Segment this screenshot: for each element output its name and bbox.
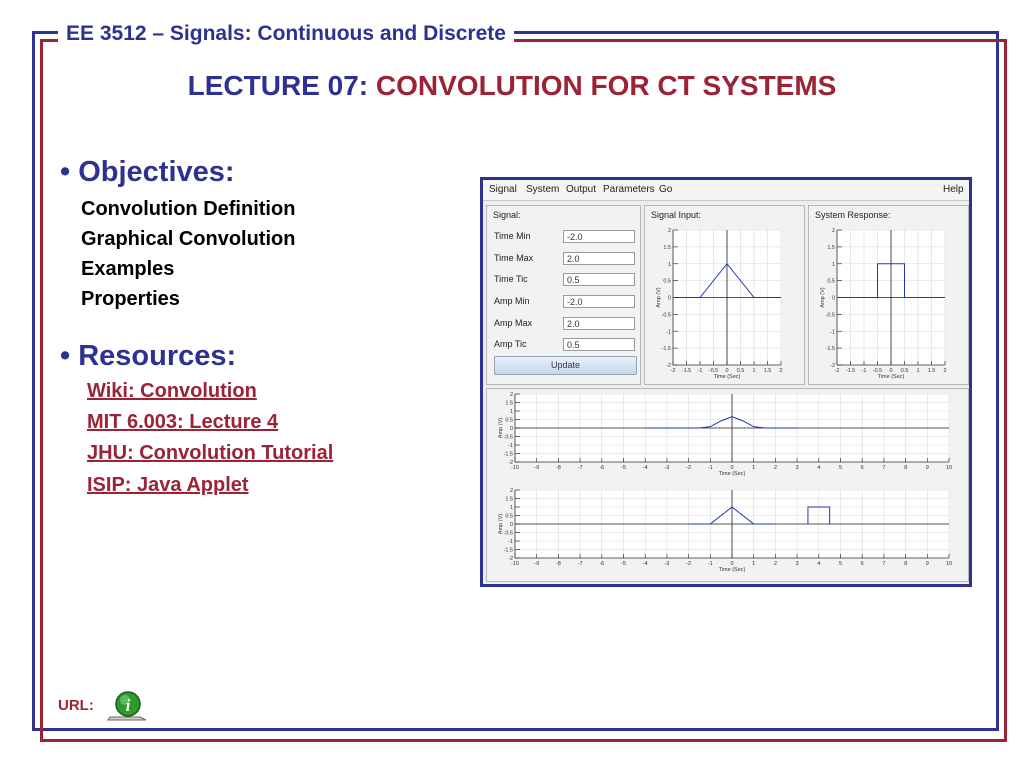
y-tick-label: -0.5 [503, 530, 513, 537]
objective-item: Properties [81, 288, 180, 310]
x-tick-label: 0 [725, 368, 729, 374]
convolution-applet [480, 177, 972, 587]
y-tick-label: 1.5 [663, 244, 671, 251]
amp-tic-input[interactable] [563, 338, 635, 351]
y-tick-label: -1 [830, 329, 835, 336]
x-tick-label: 7 [882, 465, 886, 471]
x-tick-label: 4 [817, 465, 821, 471]
x-tick-label: 7 [882, 561, 886, 567]
url-label: URL: [58, 697, 94, 714]
objective-item: Convolution Definition [81, 198, 296, 220]
signal-input-plot [645, 222, 804, 382]
y-tick-label: 1.5 [827, 244, 835, 251]
y-tick-label: 0 [667, 295, 671, 302]
x-tick-label: -10 [511, 561, 519, 567]
y-tick-label: 0 [509, 522, 513, 528]
y-tick-label: -1 [508, 443, 513, 449]
x-tick-label: -0.5 [708, 368, 719, 374]
x-tick-label: 2 [773, 561, 777, 567]
svg-text:i: i [125, 696, 131, 715]
x-tick-label: -3 [664, 465, 670, 471]
x-tick-label: -0.5 [872, 368, 883, 374]
x-tick-label: 2 [773, 465, 777, 471]
x-tick-label: -10 [511, 465, 519, 471]
x-tick-label: 6 [860, 561, 864, 567]
x-tick-label: 1 [752, 368, 756, 374]
y-tick-label: -0.5 [503, 434, 513, 441]
menu-help[interactable]: Help [943, 184, 964, 195]
convolution-output-plot [487, 390, 968, 484]
y-tick-label: 2 [831, 228, 835, 234]
x-tick-label: 1.5 [763, 368, 772, 374]
x-tick-label: 1.5 [927, 368, 936, 374]
amp-min-input[interactable] [563, 295, 635, 308]
objective-item: Graphical Convolution [81, 228, 296, 250]
x-tick-label: -1 [861, 368, 867, 374]
resources-heading [60, 340, 236, 373]
lecture-title [0, 70, 1024, 102]
y-axis-label: Amp (V) [656, 287, 662, 308]
x-tick-label: -6 [599, 561, 605, 567]
x-tick-label: -5 [621, 465, 626, 471]
x-tick-label: 5 [838, 465, 843, 471]
y-tick-label: -2 [508, 460, 513, 466]
x-tick-label: -4 [642, 561, 648, 567]
objectives-heading [60, 156, 235, 189]
signal-input-panel [644, 205, 805, 385]
x-axis-label: Time (Sec) [713, 374, 741, 380]
bullet: • [60, 156, 71, 188]
y-tick-label: 2 [509, 488, 513, 494]
x-tick-label: -8 [555, 561, 561, 567]
y-tick-label: 1 [667, 261, 671, 268]
lecture-prefix: LECTURE 07: [187, 70, 376, 101]
y-tick-label: -2 [666, 363, 671, 369]
y-tick-label: -1.5 [825, 346, 835, 353]
system-response-title: System Response: [815, 210, 891, 220]
signal-parameters-panel [486, 205, 641, 385]
amp-max-input[interactable] [563, 317, 635, 330]
y-tick-label: -0.5 [825, 312, 835, 319]
objective-item: Examples [81, 258, 175, 280]
lecture-topic: CONVOLUTION FOR CT SYSTEMS [375, 70, 837, 101]
y-tick-label: 0.5 [505, 417, 513, 424]
system-response-plot [809, 222, 968, 382]
x-tick-label: 0.5 [900, 368, 909, 374]
x-tick-label: -7 [577, 561, 583, 567]
amp-max-label: Amp Max [494, 318, 533, 328]
x-tick-label: 6 [860, 465, 864, 471]
menu-signal[interactable]: Signal [489, 184, 517, 195]
y-tick-label: 1.5 [505, 496, 513, 503]
x-tick-label: 1 [752, 561, 756, 567]
x-tick-label: 1 [752, 465, 756, 471]
update-button[interactable]: Update [494, 356, 637, 375]
y-tick-label: -1.5 [661, 346, 671, 353]
x-tick-label: -1.5 [845, 368, 856, 374]
convolution-overlap-plot [487, 486, 968, 580]
system-response-panel [808, 205, 969, 385]
time-tic-input[interactable] [563, 273, 635, 286]
x-tick-label: 8 [904, 561, 908, 567]
y-axis-label: Amp (V) [498, 513, 504, 535]
x-tick-label: -1 [697, 368, 703, 374]
link-isip-applet[interactable]: ISIP: Java Applet [87, 474, 249, 496]
y-tick-label: -2 [508, 556, 513, 562]
x-tick-label: 8 [904, 465, 908, 471]
x-tick-label: -4 [642, 465, 648, 471]
x-tick-label: 0.5 [736, 368, 745, 374]
y-tick-label: -0.5 [661, 312, 671, 319]
y-tick-label: -1.5 [503, 547, 513, 554]
x-tick-label: -3 [664, 561, 670, 567]
x-tick-label: -2 [686, 561, 692, 567]
y-tick-label: 2 [667, 228, 671, 234]
x-tick-label: -2 [686, 465, 692, 471]
x-tick-label: -8 [555, 465, 561, 471]
x-tick-label: 9 [925, 561, 929, 567]
y-axis-label: Amp (V) [820, 287, 826, 308]
x-tick-label: -1 [707, 465, 713, 471]
signal-input-title: Signal Input: [651, 210, 702, 220]
x-tick-label: -7 [577, 465, 583, 471]
signal-panel-title: Signal: [493, 210, 521, 220]
resources-label: Resources: [78, 340, 237, 372]
menu-output[interactable]: Output [566, 184, 597, 195]
y-tick-label: 1 [509, 505, 513, 511]
x-axis-label: Time (Sec) [877, 374, 905, 380]
x-tick-label: 10 [945, 465, 953, 471]
y-tick-label: -1 [508, 539, 513, 545]
link-jhu-tutorial[interactable]: JHU: Convolution Tutorial [87, 442, 334, 464]
x-tick-label: -2 [670, 368, 676, 374]
menu-parameters[interactable]: Parameters [603, 184, 655, 195]
y-axis-label: Amp (V) [498, 417, 504, 439]
x-axis-label: Time (Sec) [718, 471, 746, 477]
x-tick-label: 10 [945, 561, 953, 567]
x-tick-label: 9 [925, 465, 929, 471]
menu-go[interactable]: Go [659, 184, 673, 195]
x-tick-label: -9 [534, 465, 540, 471]
time-min-label: Time Min [494, 231, 531, 241]
y-tick-label: -1.5 [503, 451, 513, 458]
y-tick-label: 0 [509, 426, 513, 432]
link-mit-lecture[interactable]: MIT 6.003: Lecture 4 [87, 411, 279, 433]
y-tick-label: 1 [831, 261, 835, 268]
time-tic-label: Time Tic [494, 274, 528, 284]
y-tick-label: 0 [831, 295, 835, 302]
amp-tic-label: Amp Tic [494, 339, 527, 349]
x-tick-label: -1 [707, 561, 713, 567]
applet-menubar [483, 180, 969, 201]
time-max-label: Time Max [494, 253, 534, 263]
menu-system[interactable]: System [526, 184, 560, 195]
x-tick-label: 2 [779, 368, 783, 374]
x-axis-label: Time (Sec) [718, 567, 746, 573]
y-tick-label: 0.5 [663, 278, 671, 285]
x-tick-label: -2 [834, 368, 840, 374]
x-tick-label: 3 [795, 465, 799, 471]
y-tick-label: -2 [830, 363, 835, 369]
x-tick-label: 3 [795, 561, 799, 567]
y-tick-label: -1 [666, 329, 671, 336]
x-tick-label: -1.5 [681, 368, 692, 374]
x-tick-label: -6 [599, 465, 605, 471]
link-wiki-convolution[interactable]: Wiki: Convolution [87, 380, 257, 402]
x-tick-label: 4 [817, 561, 821, 567]
output-panel [486, 388, 969, 582]
x-tick-label: 0 [889, 368, 893, 374]
x-tick-label: -9 [534, 561, 540, 567]
y-tick-label: 2 [509, 392, 513, 398]
x-tick-label: 5 [838, 561, 843, 567]
course-title: EE 3512 – Signals: Continuous and Discrete [58, 22, 514, 46]
x-tick-label: 0 [730, 561, 734, 567]
amp-min-label: Amp Min [494, 296, 530, 306]
bullet: • [60, 340, 71, 372]
x-tick-label: -5 [621, 561, 626, 567]
objectives-label: Objectives: [78, 156, 235, 188]
y-tick-label: 0.5 [505, 513, 513, 520]
x-tick-label: 1 [916, 368, 920, 374]
time-min-input[interactable] [563, 230, 635, 243]
x-tick-label: 0 [730, 465, 734, 471]
time-max-input[interactable] [563, 252, 635, 265]
x-tick-label: 2 [943, 368, 947, 374]
y-tick-label: 1 [509, 409, 513, 415]
y-tick-label: 0.5 [827, 278, 835, 285]
y-tick-label: 1.5 [505, 400, 513, 407]
info-icon[interactable] [106, 688, 148, 722]
